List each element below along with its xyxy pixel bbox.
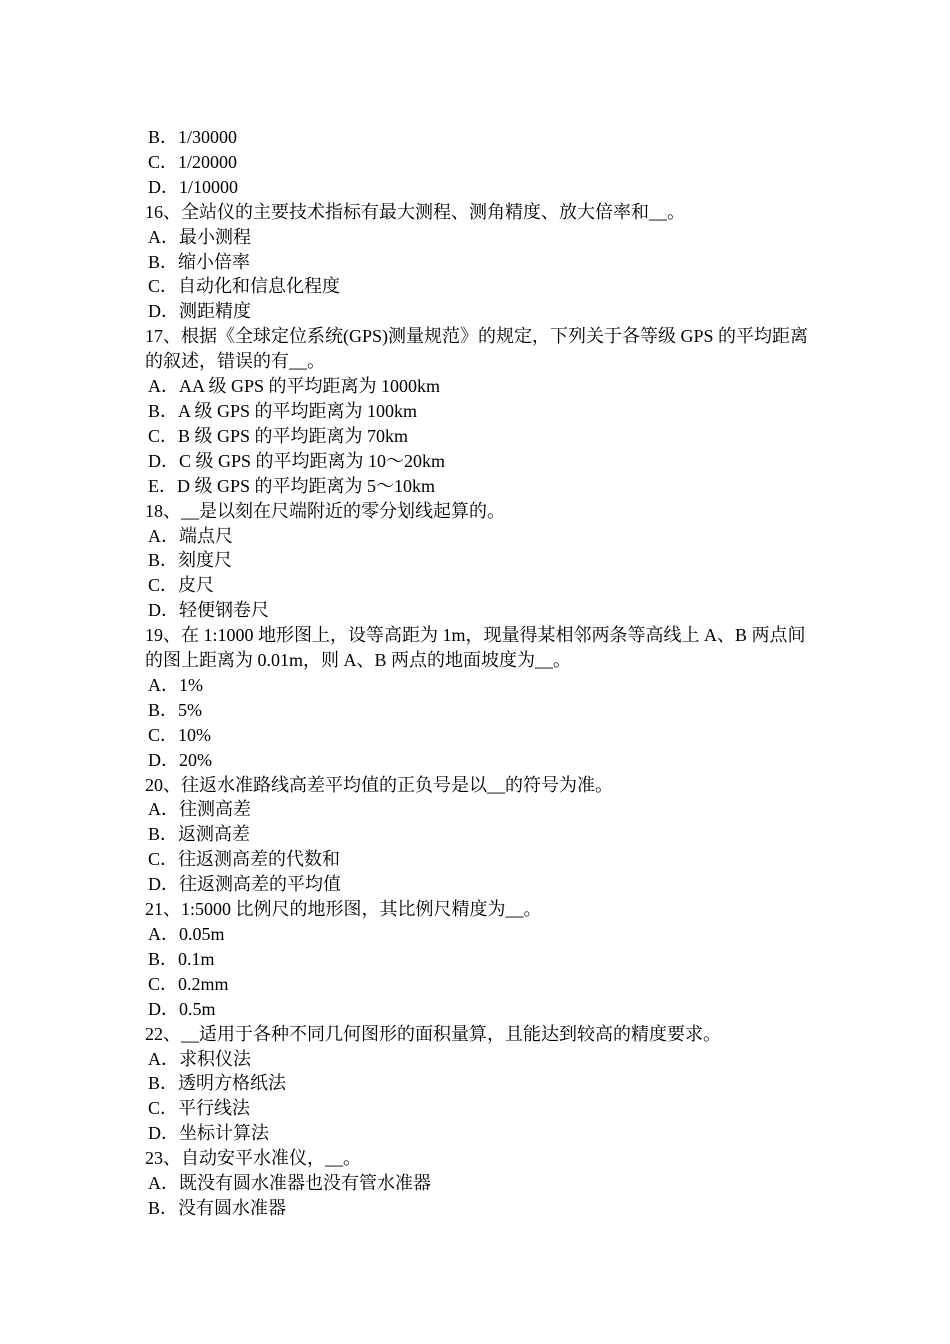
question-21-stem: 21、1:5000 比例尺的地形图，其比例尺精度为__。 [145, 899, 542, 920]
question-20-option-b: B．返测高差 [148, 824, 251, 845]
question-17-option-d: D．C 级 GPS 的平均距离为 10～20km [148, 450, 446, 471]
question-19-stem: 19、在 1:1000 地形图上，设等高距为 1m，现量得某相邻两条等高线上 A、B 两点间的图上距离为 0.01m，则 A、B 两点的地面坡度为__。 [145, 625, 806, 671]
question-16-option-b: B．缩小倍率 [148, 251, 251, 272]
question-23-option-a: A．既没有圆水准器也没有管水准器 [148, 1173, 431, 1194]
option-line: C．1/20000 [148, 151, 238, 172]
question-17-option-b: B．A 级 GPS 的平均距离为 100km [148, 400, 418, 421]
option-line: D．1/10000 [148, 176, 238, 197]
question-22-option-b: B．透明方格纸法 [148, 1073, 287, 1094]
question-20-option-c: C．往返测高差的代数和 [148, 849, 341, 870]
question-23-option-b: B．没有圆水准器 [148, 1197, 287, 1218]
question-22-option-d: D．坐标计算法 [148, 1123, 269, 1144]
question-22-stem: 22、__适用于各种不同几何图形的面积量算，且能达到较高的精度要求。 [145, 1023, 721, 1044]
question-23-stem: 23、自动安平水准仪，__。 [145, 1148, 361, 1169]
question-17-option-a: A．AA 级 GPS 的平均距离为 1000km [148, 376, 441, 397]
question-18-option-c: C．皮尺 [148, 575, 215, 596]
question-21-option-d: D．0.5m [148, 998, 216, 1019]
question-20-stem: 20、往返水准路线高差平均值的正负号是以__的符号为准。 [145, 774, 613, 795]
question-22-option-c: C．平行线法 [148, 1098, 251, 1119]
question-18-option-a: A．端点尺 [148, 525, 233, 546]
question-16-option-a: A．最小测程 [148, 226, 251, 247]
question-19-option-b: B．5% [148, 699, 202, 720]
question-17-stem: 17、根据《全球定位系统(GPS)测量规范》的规定，下列关于各等级 GPS 的平均距离的叙述，错误的有__。 [145, 326, 809, 372]
question-16-option-c: C．自动化和信息化程度 [148, 276, 341, 297]
question-17-option-e: E．D 级 GPS 的平均距离为 5～10km [148, 475, 436, 496]
question-18-option-b: B．刻度尺 [148, 550, 233, 571]
question-18-option-d: D．轻便钢卷尺 [148, 600, 269, 621]
question-19-option-a: A．1% [148, 674, 203, 695]
question-16-stem: 16、全站仪的主要技术指标有最大测程、测角精度、放大倍率和__。 [145, 201, 685, 222]
question-20-option-a: A．往测高差 [148, 799, 251, 820]
question-16-option-d: D．测距精度 [148, 301, 251, 322]
question-21-option-a: A．0.05m [148, 924, 225, 944]
option-line: B．1/30000 [148, 127, 238, 147]
question-22-option-a: A．求积仪法 [148, 1048, 251, 1069]
question-list [145, 125, 815, 1221]
question-17-option-c: C．B 级 GPS 的平均距离为 70km [148, 425, 409, 446]
question-19-option-d: D．20% [148, 749, 212, 770]
question-19-option-c: C．10% [148, 724, 211, 745]
question-20-option-d: D．往返测高差的平均值 [148, 874, 341, 895]
question-21-option-c: C．0.2mm [148, 973, 229, 994]
question-21-option-b: B．0.1m [148, 948, 215, 969]
question-18-stem: 18、__是以刻在尺端附近的零分划线起算的。 [145, 500, 505, 521]
